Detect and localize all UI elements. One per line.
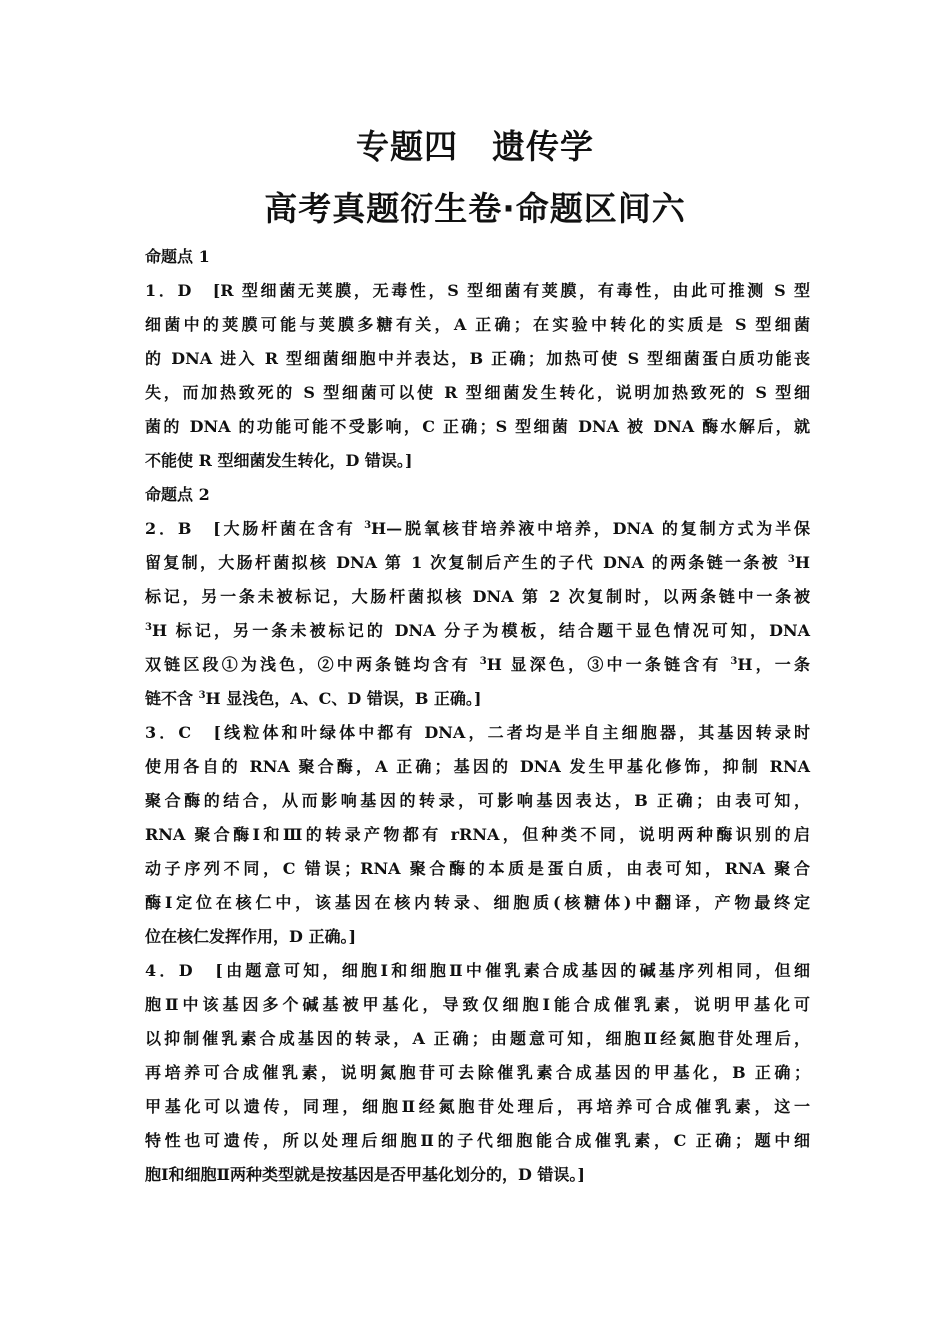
answer-3 — [145, 716, 810, 954]
text-segment: H 显深色，③中一条链含有 — [486, 655, 731, 674]
answer-1-line: 细菌中的荚膜可能与荚膜多糖有关，A 正确；在实验中转化的实质是 S 型细菌 — [145, 315, 810, 334]
answer-2-line — [145, 682, 810, 716]
answer-2-line — [145, 512, 810, 546]
text-segment: H，一条 — [737, 655, 810, 674]
answer-content — [145, 240, 810, 1192]
section-heading-2: 命题点 2 — [145, 485, 210, 504]
isotope-superscript: 3 — [145, 622, 152, 633]
answer-4-line: 特性也可遗传，所以处理后细胞Ⅱ的子代细胞能合成催乳素，C 正确；题中细 — [145, 1131, 810, 1150]
answer-1-line: 菌的 DNA 的功能可能不受影响，C 正确；S 型细菌 DNA 被 DNA 酶水解后，就 — [145, 417, 810, 436]
answer-3-line: RNA 聚合酶Ⅰ和Ⅲ的转录产物都有 rRNA，但种类不同，说明两种酶识别的启 — [145, 825, 810, 844]
answer-3-line: 3．C [线粒体和叶绿体中都有 DNA，二者均是半自主细胞器，其基因转录时 — [145, 723, 810, 742]
answer-4-line: 4．D [由题意可知，细胞Ⅰ和细胞Ⅱ中催乳素合成基因的碱基序列相同，但细 — [145, 961, 810, 980]
answer-2-line: 标记，另一条未被标记，大肠杆菌拟核 DNA 第 2 次复制时，以两条链中一条被 — [145, 587, 810, 606]
text-segment: 双链区段①为浅色，②中两条链均含有 — [145, 655, 480, 674]
answer-4-line: 胞Ⅱ中该基因多个碱基被甲基化，导致仅细胞Ⅰ能合成催乳素，说明甲基化可 — [145, 995, 810, 1014]
answer-3-line: 动子序列不同，C 错误；RNA 聚合酶的本质是蛋白质，由表可知，RNA 聚合 — [145, 859, 810, 878]
answer-1-line: 失，而加热致死的 S 型细菌可以使 R 型细菌发生转化，说明加热致死的 S 型细 — [145, 383, 810, 402]
isotope-superscript: 3 — [730, 656, 738, 667]
text-segment: 链不含 — [145, 689, 199, 708]
answer-3-line: 酶Ⅰ定位在核仁中，该基因在核内转录、细胞质(核糖体)中翻译，产物最终定 — [145, 893, 810, 912]
text-segment: H—脱氧核苷培养液中培养，DNA 的复制方式为半保 — [371, 519, 810, 538]
answer-1-line: 的 DNA 进入 R 型细菌细胞中并表达，B 正确；加热可使 S 型细菌蛋白质功能丧 — [145, 349, 810, 368]
answer-2-line — [145, 546, 810, 580]
isotope-superscript: 3 — [787, 554, 795, 565]
answer-1 — [145, 274, 810, 478]
chapter-title: 专题四 遗传学 — [356, 127, 594, 166]
answer-4 — [145, 954, 810, 1192]
answer-3-line: 聚合酶的结合，从而影响基因的转录，可影响基因表达，B 正确；由表可知， — [145, 791, 810, 810]
text-segment: H 显浅色，A、C、D 错误，B 正确。] — [205, 689, 482, 708]
answer-2 — [145, 512, 810, 716]
answer-3-line: 使用各自的 RNA 聚合酶，A 正确；基因的 DNA 发生甲基化修饰，抑制 RNA — [145, 757, 810, 776]
text-segment: 留复制，大肠杆菌拟核 DNA 第 1 次复制后产生的子代 DNA 的两条链一条被 — [145, 553, 788, 572]
isotope-superscript: 3 — [198, 690, 206, 701]
answer-4-line: 胞Ⅰ和细胞Ⅱ两种类型就是按基因是否甲基化划分的，D 错误。] — [145, 1165, 585, 1184]
isotope-superscript: 3 — [479, 656, 487, 667]
exam-title: 高考真题衍生卷·命题区间六 — [264, 189, 686, 228]
answer-4-line: 甲基化可以遗传，同理，细胞Ⅱ经氮胞苷处理后，再培养可合成催乳素，这一 — [145, 1097, 810, 1116]
text-segment: H — [794, 553, 810, 572]
answer-2-line — [145, 648, 810, 682]
isotope-superscript: 3 — [364, 520, 372, 531]
answer-4-line: 以抑制催乳素合成基因的转录，A 正确；由题意可知，细胞Ⅱ经氮胞苷处理后， — [145, 1029, 810, 1048]
answer-1-line: 不能使 R 型细菌发生转化，D 错误。] — [145, 451, 413, 470]
answer-4-line: 再培养可合成催乳素，说明氮胞苷可去除催乳素合成基因的甲基化，B 正确； — [145, 1063, 810, 1082]
answer-3-line: 位在核仁发挥作用，D 正确。] — [145, 927, 357, 946]
answer-2-line — [145, 614, 810, 648]
answer-1-line: 1．D [R 型细菌无荚膜，无毒性，S 型细菌有荚膜，有毒性，由此可推测 S 型 — [145, 281, 810, 300]
section-heading-1: 命题点 1 — [145, 247, 210, 266]
text-segment: 2．B [大肠杆菌在含有 — [145, 519, 365, 538]
text-segment: H 标记，另一条未被标记的 DNA 分子为模板，结合题干显色情况可知，DNA — [151, 621, 810, 640]
